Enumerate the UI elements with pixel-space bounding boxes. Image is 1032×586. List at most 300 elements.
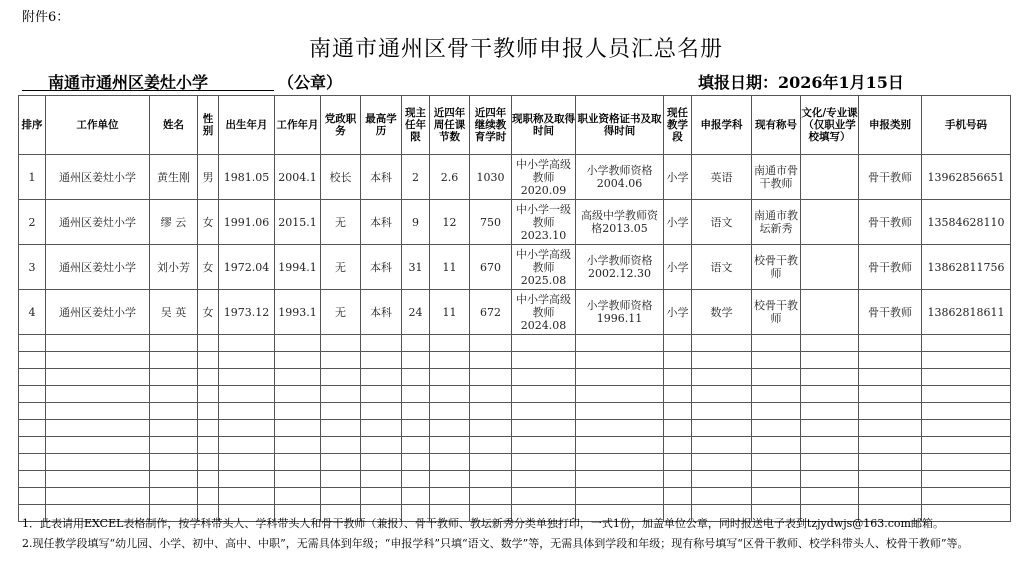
- empty-cell: [46, 488, 150, 505]
- empty-cell: [692, 386, 752, 403]
- empty-cell: [692, 471, 752, 488]
- empty-cell: [275, 386, 321, 403]
- table-cell: 英语: [692, 155, 752, 200]
- empty-cell: [859, 471, 922, 488]
- empty-row: [19, 335, 1011, 352]
- table-cell: 通州区姜灶小学: [46, 200, 150, 245]
- table-cell: 2015.1: [275, 200, 321, 245]
- table-cell: 通州区姜灶小学: [46, 155, 150, 200]
- empty-cell: [198, 454, 219, 471]
- empty-cell: [19, 369, 46, 386]
- table-cell: 本科: [361, 290, 402, 335]
- table-cell: 1991.06: [219, 200, 275, 245]
- empty-cell: [512, 352, 576, 369]
- empty-cell: [46, 420, 150, 437]
- empty-cell: [430, 471, 470, 488]
- table-cell: 13862818611: [922, 290, 1011, 335]
- column-header: 现职称及取得时间: [512, 96, 576, 155]
- table-cell: 校长: [321, 155, 361, 200]
- empty-cell: [430, 352, 470, 369]
- table-cell: 本科: [361, 155, 402, 200]
- empty-cell: [752, 488, 801, 505]
- empty-cell: [46, 352, 150, 369]
- applicant-table: [18, 95, 1011, 522]
- note-1: 1．此表请用EXCEL表格制作，按学科带头人、学科带头人和骨干教师（兼报）、骨干教师、教坛新秀分类单独打印，一式1份，加盖单位公章，同时报送电子表到tzjydwjs@163.com邮箱。: [22, 517, 944, 530]
- empty-cell: [470, 386, 512, 403]
- empty-cell: [150, 488, 198, 505]
- column-header: 最高学历: [361, 96, 402, 155]
- empty-cell: [19, 335, 46, 352]
- table-cell: 1030: [470, 155, 512, 200]
- empty-cell: [512, 437, 576, 454]
- empty-cell: [922, 369, 1011, 386]
- table-cell: 男: [198, 155, 219, 200]
- empty-cell: [361, 471, 402, 488]
- empty-row: [19, 352, 1011, 369]
- empty-cell: [512, 454, 576, 471]
- empty-cell: [576, 437, 664, 454]
- empty-cell: [430, 386, 470, 403]
- empty-cell: [752, 335, 801, 352]
- empty-cell: [361, 454, 402, 471]
- empty-cell: [664, 335, 692, 352]
- table-cell: 骨干教师: [859, 290, 922, 335]
- table-cell: 1: [19, 155, 46, 200]
- empty-cell: [470, 454, 512, 471]
- empty-cell: [19, 403, 46, 420]
- empty-cell: [198, 335, 219, 352]
- empty-cell: [430, 369, 470, 386]
- table-cell: 女: [198, 245, 219, 290]
- column-header: 现任教学段: [664, 96, 692, 155]
- empty-cell: [219, 403, 275, 420]
- table-cell: 11: [430, 245, 470, 290]
- table-cell: 31: [402, 245, 430, 290]
- empty-cell: [402, 420, 430, 437]
- empty-cell: [859, 420, 922, 437]
- table-cell: 高级中学教师资格2013.05: [576, 200, 664, 245]
- empty-cell: [219, 386, 275, 403]
- empty-cell: [692, 352, 752, 369]
- empty-cell: [361, 437, 402, 454]
- empty-cell: [198, 437, 219, 454]
- empty-cell: [150, 335, 198, 352]
- table-cell: 女: [198, 200, 219, 245]
- table-cell: 小学教师资格2002.12.30: [576, 245, 664, 290]
- empty-cell: [198, 369, 219, 386]
- empty-cell: [512, 369, 576, 386]
- column-header: 党政职务: [321, 96, 361, 155]
- empty-cell: [801, 335, 859, 352]
- empty-cell: [150, 454, 198, 471]
- empty-cell: [470, 369, 512, 386]
- column-header: 近四年周任课节数: [430, 96, 470, 155]
- table-cell: 4: [19, 290, 46, 335]
- empty-cell: [470, 488, 512, 505]
- table-cell: 24: [402, 290, 430, 335]
- table-row: [19, 200, 1011, 245]
- empty-cell: [430, 488, 470, 505]
- empty-cell: [275, 437, 321, 454]
- table-cell: 中小学高级教师2024.08: [512, 290, 576, 335]
- table-cell: 校骨干教师: [752, 245, 801, 290]
- column-header: 性别: [198, 96, 219, 155]
- empty-cell: [321, 352, 361, 369]
- empty-cell: [692, 403, 752, 420]
- table-cell: 13862811756: [922, 245, 1011, 290]
- empty-cell: [198, 488, 219, 505]
- empty-cell: [361, 386, 402, 403]
- empty-cell: [922, 471, 1011, 488]
- empty-cell: [198, 403, 219, 420]
- table-cell: 2: [19, 200, 46, 245]
- empty-cell: [275, 369, 321, 386]
- table-cell: 校骨干教师: [752, 290, 801, 335]
- table-row: [19, 245, 1011, 290]
- empty-cell: [150, 386, 198, 403]
- empty-cell: [859, 454, 922, 471]
- table-row: [19, 155, 1011, 200]
- empty-cell: [275, 471, 321, 488]
- empty-cell: [692, 488, 752, 505]
- empty-cell: [801, 386, 859, 403]
- empty-cell: [361, 403, 402, 420]
- table-cell: 670: [470, 245, 512, 290]
- empty-cell: [692, 420, 752, 437]
- empty-row: [19, 420, 1011, 437]
- empty-cell: [275, 420, 321, 437]
- empty-cell: [275, 403, 321, 420]
- empty-cell: [801, 352, 859, 369]
- empty-cell: [219, 454, 275, 471]
- table-cell: 南通市教坛新秀: [752, 200, 801, 245]
- empty-cell: [19, 454, 46, 471]
- empty-cell: [664, 352, 692, 369]
- empty-cell: [361, 335, 402, 352]
- empty-cell: [361, 352, 402, 369]
- empty-cell: [19, 471, 46, 488]
- empty-cell: [198, 352, 219, 369]
- column-header: 申报类别: [859, 96, 922, 155]
- empty-cell: [859, 437, 922, 454]
- table-cell: 无: [321, 245, 361, 290]
- empty-cell: [275, 488, 321, 505]
- empty-cell: [361, 369, 402, 386]
- empty-cell: [321, 471, 361, 488]
- empty-cell: [576, 403, 664, 420]
- empty-cell: [664, 437, 692, 454]
- empty-cell: [664, 420, 692, 437]
- empty-cell: [150, 437, 198, 454]
- empty-cell: [19, 437, 46, 454]
- empty-cell: [801, 369, 859, 386]
- empty-cell: [470, 403, 512, 420]
- empty-cell: [219, 471, 275, 488]
- empty-cell: [692, 437, 752, 454]
- empty-cell: [275, 352, 321, 369]
- empty-cell: [275, 454, 321, 471]
- table-cell: 骨干教师: [859, 155, 922, 200]
- table-cell: 无: [321, 290, 361, 335]
- empty-cell: [430, 420, 470, 437]
- empty-cell: [801, 454, 859, 471]
- table-cell: [801, 200, 859, 245]
- table-cell: 1994.1: [275, 245, 321, 290]
- table-cell: 小学教师资格2004.06: [576, 155, 664, 200]
- empty-cell: [576, 420, 664, 437]
- empty-cell: [512, 488, 576, 505]
- empty-cell: [46, 386, 150, 403]
- empty-cell: [576, 488, 664, 505]
- empty-cell: [361, 420, 402, 437]
- empty-cell: [576, 335, 664, 352]
- table-cell: 小学: [664, 245, 692, 290]
- table-cell: 13962856651: [922, 155, 1011, 200]
- table-cell: 本科: [361, 200, 402, 245]
- note-2: 2.现任教学段填写“幼儿园、小学、初中、高中、中职”，无需具体到年级；“申报学科”只填“语文、数学”等，无需具体到学段和年级；现有称号填写“区骨干教师、校学科带头人、校骨干教师”等。: [22, 537, 969, 550]
- table-row: [19, 290, 1011, 335]
- empty-cell: [859, 386, 922, 403]
- empty-cell: [859, 488, 922, 505]
- empty-cell: [470, 352, 512, 369]
- empty-cell: [19, 420, 46, 437]
- column-header: 手机号码: [922, 96, 1011, 155]
- table-cell: 语文: [692, 245, 752, 290]
- empty-cell: [922, 335, 1011, 352]
- empty-cell: [46, 403, 150, 420]
- unit-name: 南通市通州区姜灶小学: [48, 73, 209, 92]
- empty-cell: [752, 352, 801, 369]
- table-cell: 9: [402, 200, 430, 245]
- empty-cell: [922, 437, 1011, 454]
- empty-cell: [402, 386, 430, 403]
- table-cell: 2: [402, 155, 430, 200]
- table-cell: 缪 云: [150, 200, 198, 245]
- empty-cell: [470, 437, 512, 454]
- empty-cell: [664, 403, 692, 420]
- empty-cell: [321, 369, 361, 386]
- empty-cell: [321, 454, 361, 471]
- table-cell: 吴 英: [150, 290, 198, 335]
- empty-cell: [922, 403, 1011, 420]
- attachment-label: 附件6：: [22, 10, 70, 25]
- empty-cell: [692, 335, 752, 352]
- empty-cell: [801, 471, 859, 488]
- empty-cell: [46, 369, 150, 386]
- table-cell: 小学: [664, 290, 692, 335]
- column-header: 出生年月: [219, 96, 275, 155]
- empty-cell: [19, 488, 46, 505]
- table-cell: 女: [198, 290, 219, 335]
- empty-cell: [402, 471, 430, 488]
- column-header: 工作年月: [275, 96, 321, 155]
- table-cell: 小学教师资格1996.11: [576, 290, 664, 335]
- empty-cell: [692, 454, 752, 471]
- empty-cell: [801, 403, 859, 420]
- empty-cell: [470, 335, 512, 352]
- header-row: [19, 96, 1011, 155]
- empty-cell: [219, 352, 275, 369]
- empty-cell: [321, 386, 361, 403]
- table-cell: 无: [321, 200, 361, 245]
- empty-cell: [752, 471, 801, 488]
- empty-cell: [198, 386, 219, 403]
- empty-cell: [219, 437, 275, 454]
- empty-cell: [512, 420, 576, 437]
- empty-cell: [321, 488, 361, 505]
- empty-row: [19, 471, 1011, 488]
- empty-cell: [402, 403, 430, 420]
- column-header: 近四年继续教育学时: [470, 96, 512, 155]
- table-cell: 小学: [664, 200, 692, 245]
- empty-cell: [801, 420, 859, 437]
- empty-cell: [402, 454, 430, 471]
- empty-cell: [922, 488, 1011, 505]
- table-cell: 小学: [664, 155, 692, 200]
- empty-cell: [402, 335, 430, 352]
- empty-cell: [275, 335, 321, 352]
- empty-cell: [752, 420, 801, 437]
- table-cell: 672: [470, 290, 512, 335]
- table-cell: 南通市骨干教师: [752, 155, 801, 200]
- table-cell: 中小学高级教师2025.08: [512, 245, 576, 290]
- empty-cell: [512, 403, 576, 420]
- empty-cell: [198, 471, 219, 488]
- empty-row: [19, 386, 1011, 403]
- empty-row: [19, 488, 1011, 505]
- empty-cell: [321, 335, 361, 352]
- table-cell: [801, 155, 859, 200]
- empty-cell: [46, 437, 150, 454]
- empty-cell: [321, 420, 361, 437]
- empty-cell: [150, 403, 198, 420]
- empty-cell: [402, 352, 430, 369]
- empty-cell: [664, 471, 692, 488]
- table-cell: 11: [430, 290, 470, 335]
- empty-cell: [922, 454, 1011, 471]
- table-cell: 刘小芳: [150, 245, 198, 290]
- empty-cell: [512, 386, 576, 403]
- empty-cell: [859, 403, 922, 420]
- empty-cell: [576, 454, 664, 471]
- table-cell: 1981.05: [219, 155, 275, 200]
- empty-cell: [859, 352, 922, 369]
- empty-cell: [430, 335, 470, 352]
- empty-cell: [219, 488, 275, 505]
- empty-cell: [150, 369, 198, 386]
- empty-cell: [321, 437, 361, 454]
- column-header: 文化/专业课（仅职业学校填写）: [801, 96, 859, 155]
- empty-row: [19, 454, 1011, 471]
- empty-cell: [664, 488, 692, 505]
- fill-date: 填报日期：2026年1月15日: [698, 73, 904, 92]
- empty-cell: [430, 454, 470, 471]
- empty-cell: [470, 420, 512, 437]
- column-header: 工作单位: [46, 96, 150, 155]
- table-cell: 12: [430, 200, 470, 245]
- seal-label: （公章）: [278, 73, 343, 92]
- empty-cell: [922, 420, 1011, 437]
- empty-cell: [150, 471, 198, 488]
- empty-cell: [219, 335, 275, 352]
- empty-cell: [922, 386, 1011, 403]
- empty-cell: [752, 454, 801, 471]
- empty-cell: [576, 369, 664, 386]
- empty-row: [19, 437, 1011, 454]
- empty-cell: [752, 369, 801, 386]
- empty-cell: [752, 386, 801, 403]
- table-cell: 2004.1: [275, 155, 321, 200]
- table-cell: 黄生刚: [150, 155, 198, 200]
- table-cell: 中小学高级教师2020.09: [512, 155, 576, 200]
- empty-cell: [576, 352, 664, 369]
- empty-cell: [922, 352, 1011, 369]
- empty-cell: [19, 386, 46, 403]
- empty-cell: [150, 352, 198, 369]
- table-cell: 1972.04: [219, 245, 275, 290]
- empty-cell: [361, 488, 402, 505]
- empty-cell: [801, 488, 859, 505]
- empty-cell: [46, 335, 150, 352]
- table-cell: 2.6: [430, 155, 470, 200]
- column-header: 现主任年限: [402, 96, 430, 155]
- empty-cell: [512, 471, 576, 488]
- empty-cell: [664, 454, 692, 471]
- empty-cell: [198, 420, 219, 437]
- table-cell: 通州区姜灶小学: [46, 245, 150, 290]
- table-cell: 骨干教师: [859, 245, 922, 290]
- table-cell: 13584628110: [922, 200, 1011, 245]
- empty-cell: [430, 403, 470, 420]
- table-cell: 3: [19, 245, 46, 290]
- table-cell: 1993.1: [275, 290, 321, 335]
- empty-cell: [219, 369, 275, 386]
- empty-cell: [801, 437, 859, 454]
- empty-row: [19, 369, 1011, 386]
- empty-cell: [219, 420, 275, 437]
- empty-cell: [692, 369, 752, 386]
- empty-cell: [576, 386, 664, 403]
- empty-cell: [576, 471, 664, 488]
- column-header: 申报学科: [692, 96, 752, 155]
- table-cell: 骨干教师: [859, 200, 922, 245]
- empty-cell: [402, 437, 430, 454]
- empty-cell: [470, 471, 512, 488]
- table-cell: 本科: [361, 245, 402, 290]
- empty-cell: [512, 335, 576, 352]
- empty-cell: [150, 420, 198, 437]
- column-header: 职业资格证书及取得时间: [576, 96, 664, 155]
- empty-cell: [430, 437, 470, 454]
- table-cell: 语文: [692, 200, 752, 245]
- empty-cell: [664, 369, 692, 386]
- table-cell: [801, 290, 859, 335]
- empty-cell: [859, 335, 922, 352]
- empty-cell: [402, 488, 430, 505]
- empty-cell: [752, 403, 801, 420]
- empty-cell: [664, 386, 692, 403]
- table-cell: 750: [470, 200, 512, 245]
- empty-cell: [19, 352, 46, 369]
- empty-cell: [46, 471, 150, 488]
- page-title: 南通市通州区骨干教师申报人员汇总名册: [308, 37, 723, 62]
- column-header: 姓名: [150, 96, 198, 155]
- column-header: 现有称号: [752, 96, 801, 155]
- empty-cell: [46, 454, 150, 471]
- empty-cell: [859, 369, 922, 386]
- table-cell: 通州区姜灶小学: [46, 290, 150, 335]
- empty-row: [19, 403, 1011, 420]
